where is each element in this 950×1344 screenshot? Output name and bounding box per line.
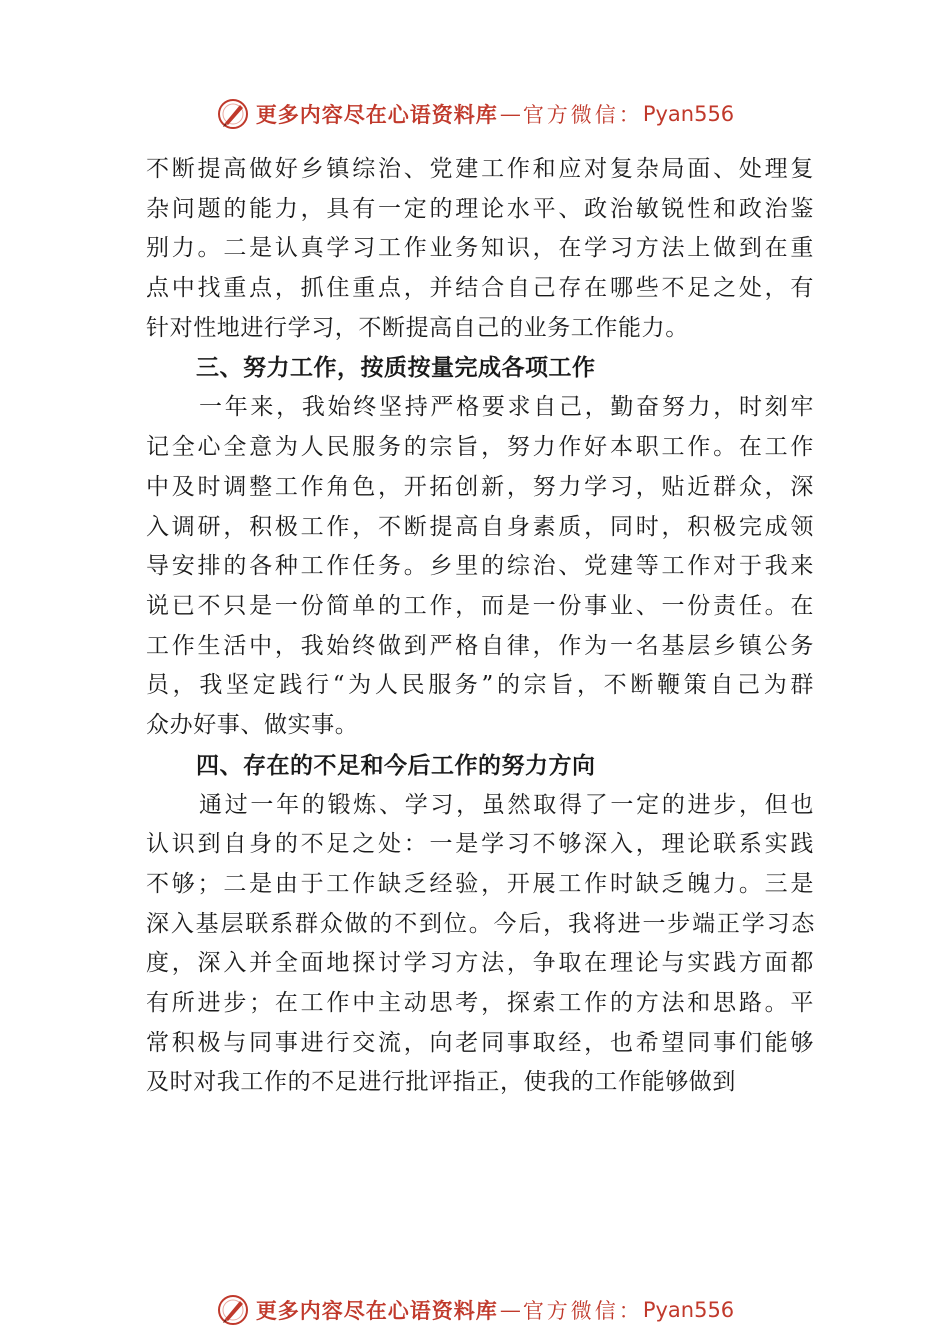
text-line: 深入基层联系群众做的不到位。今后，我将进一步端正学习态 <box>146 910 814 937</box>
text-line: 及时对我工作的不足进行批评指正，使我的工作能够做到 <box>146 1069 736 1096</box>
text-line: 工作生活中，我始终做到严格自律，作为一名基层乡镇公务 <box>146 632 814 659</box>
paragraph-3 <box>146 786 814 1104</box>
text-line: 通过一年的锻炼、学习，虽然取得了一定的进步，但也 <box>199 791 814 818</box>
text-line: 点中找重点，抓住重点，并结合自己存在哪些不足之处，有 <box>146 275 814 302</box>
wechat-label: 官方微信： <box>522 103 643 127</box>
document-body <box>146 150 814 1103</box>
text-line: 认识到自身的不足之处：一是学习不够深入，理论联系实践 <box>146 831 814 858</box>
wechat-id: Pyan556 <box>642 1298 735 1322</box>
text-line: 记全心全意为人民服务的宗旨，努力作好本职工作。在工作 <box>146 434 814 461</box>
text-line: 众办好事、做实事。 <box>146 711 359 738</box>
header-banner <box>0 94 950 134</box>
section-heading-4: 四、存在的不足和今后工作的努力方向 <box>196 752 596 779</box>
text-line: 不够；二是由于工作缺乏经验，开展工作时缺乏魄力。三是 <box>146 871 814 897</box>
text-line: 中及时调整工作角色，开拓创新，努力学习，贴近群众，深 <box>146 473 814 500</box>
banner-dash: — <box>499 102 521 126</box>
text-line: 一年来，我始终坚持严格要求自己，勤奋努力，时刻牢 <box>199 394 814 421</box>
text-line: 有所进步；在工作中主动思考，探索工作的方法和思路。平 <box>146 990 814 1017</box>
text-line: 说已不只是一份简单的工作，而是一份事业、一份责任。在 <box>146 592 814 619</box>
section-heading-3: 三、努力工作，按质按量完成各项工作 <box>196 355 596 382</box>
footer-banner <box>0 1290 950 1330</box>
text-line: 杂问题的能力，具有一定的理论水平、政治敏锐性和政治鉴 <box>146 195 814 222</box>
quill-logo-icon <box>216 97 250 131</box>
text-line: 导安排的各种工作任务。乡里的综治、党建等工作对于我来 <box>146 553 814 580</box>
brand-text: 更多内容尽在心语资料库 <box>255 1298 498 1323</box>
wechat-label: 官方微信： <box>522 1299 643 1323</box>
text-line: 员，我坚定践行“为人民服务”的宗旨，不断鞭策自己为群 <box>146 672 814 699</box>
text-line: 别力。二是认真学习工作业务知识，在学习方法上做到在重 <box>146 235 814 262</box>
quill-logo-icon <box>216 1293 250 1327</box>
text-line: 针对性地进行学习，不断提高自己的业务工作能力。 <box>146 314 689 341</box>
paragraph-2 <box>146 388 814 745</box>
paragraph-1 <box>146 150 814 348</box>
text-line: 不断提高做好乡镇综治、党建工作和应对复杂局面、处理复 <box>146 156 814 182</box>
text-line: 入调研，积极工作，不断提高自身素质，同时，积极完成领 <box>146 513 814 540</box>
text-line: 常积极与同事进行交流，向老同事取经，也希望同事们能够 <box>146 1029 814 1056</box>
banner-dash: — <box>499 1298 521 1322</box>
wechat-id: Pyan556 <box>642 102 735 126</box>
brand-text: 更多内容尽在心语资料库 <box>255 102 498 127</box>
text-line: 度，深入并全面地探讨学习方法，争取在理论与实践方面都 <box>146 950 814 977</box>
